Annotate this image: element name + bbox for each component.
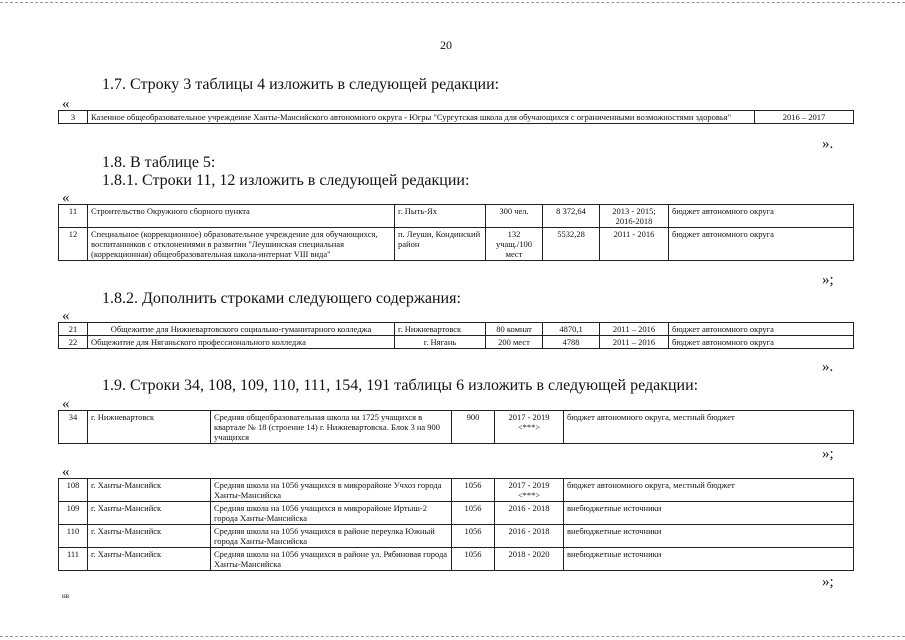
cell-city: г. Ханты-Мансийск [88,479,211,502]
cell-capacity: 1056 [452,502,495,525]
cell-text: Казенное общеобразовательное учреждение Ханты-Мансийского автономного округа - Югры "Сургутская школа для обучающихся с ограниченными возможностями здоровья" [88,111,755,124]
cell-capacity: 200 мест [486,336,543,349]
cell-name: Строительство Окружного сборного пункта [88,205,395,228]
cell-cost: 4870,1 [543,323,600,336]
cell-source: бюджет автономного округа [669,228,854,261]
table-row-3 [58,110,854,124]
cell-source: внебюджетные источники [564,525,854,548]
cell-cost: 8 372,64 [543,205,600,228]
cell-period: 2017 - 2019 <***> [495,411,564,444]
heading-1-9: 1.9. Строки 34, 108, 109, 110, 111, 154, 191 таблицы 6 изложить в следующей редакции: [102,377,699,394]
footer-mark: нв [62,592,70,600]
open-quote: « [62,96,70,112]
table-row [59,111,854,124]
cell-num: 22 [59,336,88,349]
open-quote: « [62,464,70,480]
cell-source: бюджет автономного округа, местный бюджет [564,479,854,502]
table-row [59,525,854,548]
cell-period: 2016 - 2018 [495,525,564,548]
table-row [59,323,854,336]
close-quote: »; [822,574,834,590]
cell-capacity: 1056 [452,525,495,548]
cell-name: Средняя школа на 1056 учащихся в районе переулка Южный города Ханты-Мансийска [211,525,452,548]
cell-period: 2017 - 2019 <***> [495,479,564,502]
heading-1-8: 1.8. В таблице 5: [102,154,216,171]
table-row [59,228,854,261]
table-rows-11-12 [58,204,854,261]
cell-city: г. Нижневартовск [88,411,211,444]
table-row [59,411,854,444]
table-row [59,479,854,502]
close-quote: »; [822,272,834,288]
cell-cost: 5532,28 [543,228,600,261]
cell-capacity: 300 чел. [486,205,543,228]
cell-name: Общежитие для Няганьского профессионального колледжа [88,336,395,349]
cell-capacity: 1056 [452,479,495,502]
cell-name: Средняя школа на 1056 учащихся в микрорайоне Учхоз города Ханты-Мансийска [211,479,452,502]
cell-capacity: 80 комнат [486,323,543,336]
scan-edge-top [0,2,905,3]
cell-name: Общежитие для Нижневартовского социально-гуманитарного колледжа [88,323,395,336]
cell-num: 110 [59,525,88,548]
cell-source: внебюджетные источники [564,502,854,525]
table-row [59,205,854,228]
cell-num: 34 [59,411,88,444]
page-number: 20 [440,38,452,52]
cell-period: 2011 – 2016 [600,336,669,349]
heading-1-8-2: 1.8.2. Дополнить строками следующего содержания: [102,290,461,307]
table-row-34 [58,410,854,444]
cell-source: бюджет автономного округа [669,323,854,336]
close-quote: »; [822,446,834,462]
cell-period: 2013 - 2015; 2016-2018 [600,205,669,228]
table-row [59,502,854,525]
cell-source: бюджет автономного округа [669,336,854,349]
cell-name: Специальное (коррекционное) образовательное учреждение для обучающихся, воспитанников с отклонениями в развитии "Леушинская специальная (коррекционная) общеобразовательная школа-интернат VIII вида" [88,228,395,261]
cell-num: 111 [59,548,88,571]
cell-source: бюджет автономного округа [669,205,854,228]
close-quote: ». [822,136,834,152]
cell-period: 2011 - 2016 [600,228,669,261]
heading-1-7: 1.7. Строку 3 таблицы 4 изложить в следующей редакции: [102,76,500,93]
cell-capacity: 1056 [452,548,495,571]
heading-1-8-1: 1.8.1. Строки 11, 12 изложить в следующей редакции: [102,172,470,189]
table-row [59,548,854,571]
cell-capacity: 900 [452,411,495,444]
cell-source: внебюджетные источники [564,548,854,571]
cell-city: г. Ханты-Мансийск [88,525,211,548]
scan-edge-bottom [0,636,905,637]
open-quote: « [62,190,70,206]
cell-num: 3 [59,111,88,124]
cell-name: Средняя школа на 1056 учащихся в районе ул. Рябиновая города Ханты-Мансийска [211,548,452,571]
table-row [59,336,854,349]
cell-city: г. Ханты-Мансийск [88,502,211,525]
cell-num: 11 [59,205,88,228]
cell-source: бюджет автономного округа, местный бюджет [564,411,854,444]
cell-num: 108 [59,479,88,502]
cell-name: Средняя общеобразовательная школа на 1725 учащихся в квартале № 18 (строение 14) г. Нижневартовска. Блок 3 на 900 учащихся [211,411,452,444]
cell-place: г. Нижневартовск [395,323,486,336]
cell-capacity: 132 учащ./100 мест [486,228,543,261]
open-quote: « [62,396,70,412]
cell-place: п. Леуши, Кондинский район [395,228,486,261]
cell-num: 109 [59,502,88,525]
table-rows-21-22 [58,322,854,349]
cell-cost: 4788 [543,336,600,349]
close-quote: ». [822,359,834,375]
table-rows-108-111 [58,478,854,571]
cell-period: 2011 – 2016 [600,323,669,336]
cell-place: г. Нягань [395,336,486,349]
open-quote: « [62,308,70,324]
cell-period: 2018 - 2020 [495,548,564,571]
cell-period: 2016 – 2017 [755,111,854,124]
cell-num: 21 [59,323,88,336]
cell-period: 2016 - 2018 [495,502,564,525]
cell-city: г. Ханты-Мансийск [88,548,211,571]
cell-num: 12 [59,228,88,261]
cell-name: Средняя школа на 1056 учащихся в микрорайоне Иртыш-2 города Ханты-Мансийска [211,502,452,525]
cell-place: г. Пыть-Ях [395,205,486,228]
